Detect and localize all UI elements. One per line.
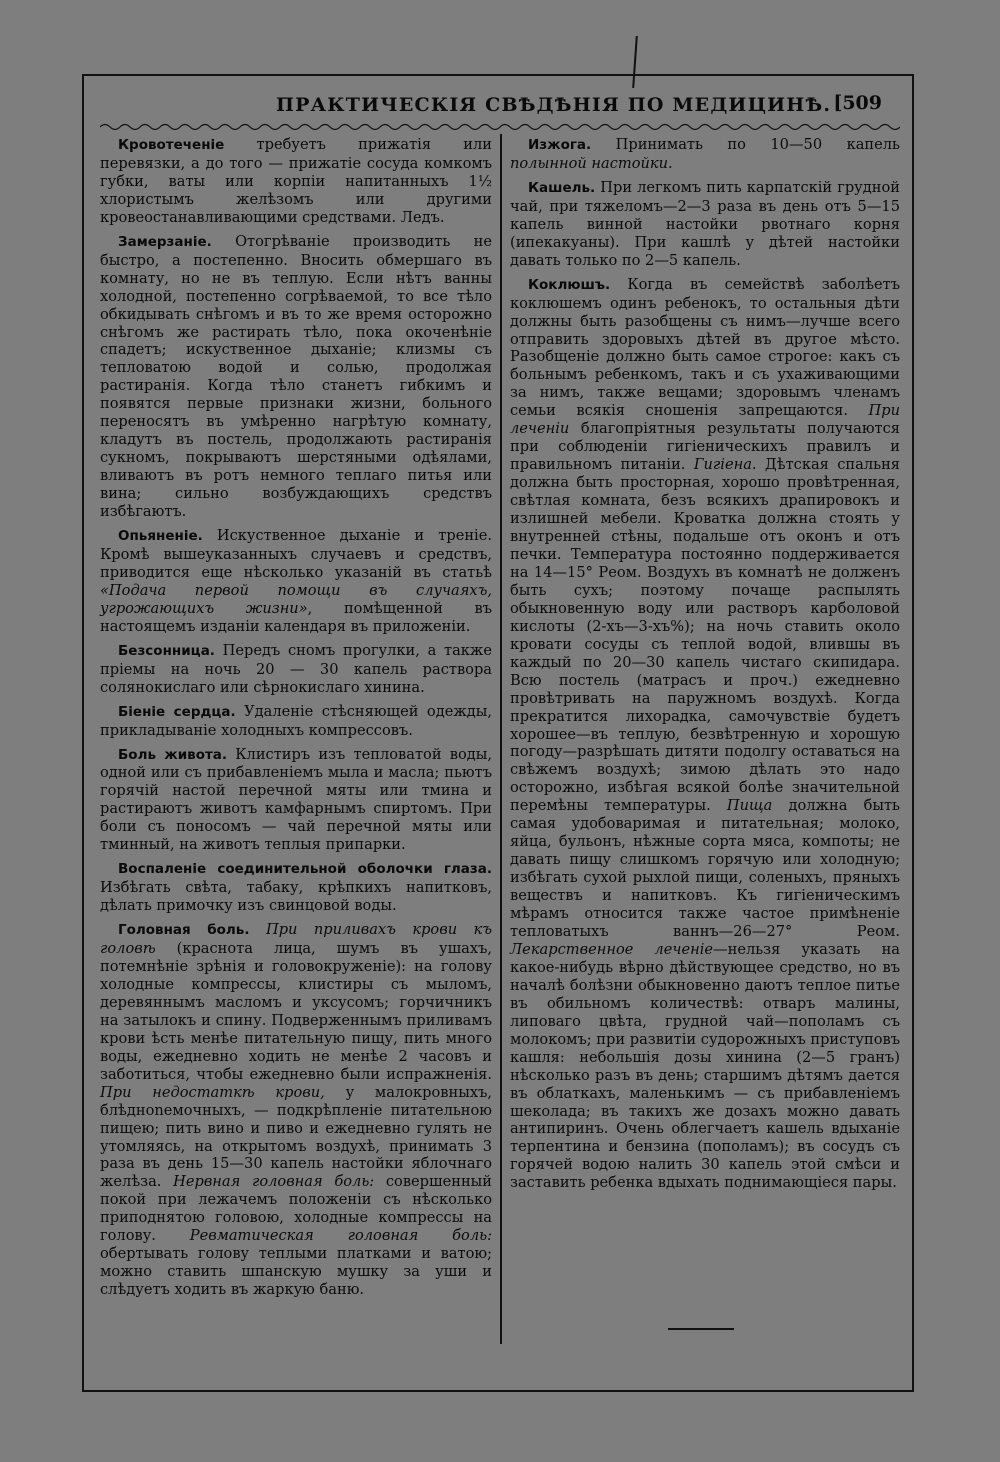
article-heading: Опьяненіе. [118,528,203,545]
decorative-wave-rule [100,122,900,132]
article-text: Когда въ семействѣ заболѣетъ коклюшемъ одинъ ребенокъ, то остальныя дѣти должны быть разобщены съ нимъ—лучше всего отправить здоровыхъ дѣтей въ другое мѣсто. Разобщеніе должно быть самое строгое: какъ съ больнымъ ребенкомъ, такъ и съ ухаживающими за нимъ, также вещами; здоровымъ членамъ семьи всякія сношенія запрещаются. [510,275,900,420]
article-paragraph [100,860,492,915]
article-heading: Замерзаніе. [118,233,212,250]
article-heading: Біеніе сердца. [118,703,236,720]
article-text: Принимать по 10—50 капель [591,136,900,153]
running-title: ПРАКТИЧЕСКІЯ СВѢДѢНІЯ ПО МЕДИЦИНѢ. [276,94,832,116]
italic-phrase: Ревматическая головная боль: [189,1227,492,1245]
article-paragraph [510,179,900,270]
page-header [100,92,900,122]
column-divider [500,134,502,1344]
article-text: (краснота лица, шумъ въ ушахъ, потемнѣніе зрѣнія и головокруженіе): на голову холодные компрессы, клистиры съ мыломъ, деревяннымъ масломъ и уксусомъ; горчичникъ на затылокъ и спину. Подверженнымъ приливамъ крови ѣсть менѣе питательную пищу, пить много воды, ежедневно ходить не менѣе 2 часовъ и заботиться, чтобы ежедневно были испражненія. [100,940,492,1083]
italic-phrase: полынной настойки. [510,154,673,172]
article-paragraph [100,746,492,855]
article-heading: Боль живота. [118,746,228,763]
left-column [100,136,492,1305]
article-heading: Головная боль. [118,922,250,939]
article-text: должна быть самая удобоваримая и питательная; молоко, яйца, бульонъ, нѣжные сорта мяса, компоты; не давать пищу слишкомъ горячую или холодную; избѣгать сухой рыхлой пищи, соленыхъ, пряныхъ веществъ и напитковъ. Къ гигіеническимъ мѣрамъ относится также частое примѣненіе тепловатыхъ ваннъ—26—27° Реом. [510,797,900,940]
article-text: у малокровныхъ, блѣдноnемочныхъ, — подкрѣпленіе питательною пищею; пить вино и пиво и ежедневно гулять не утомляясь, на открытомъ воздухѣ, принимать 3 раза въ день 15—30 капель настойки яблочнаго желѣза. [100,1083,492,1191]
page-number: [509 [833,92,882,114]
article-paragraph [100,642,492,697]
article-heading: Коклюшъ. [528,276,611,293]
article-heading: Воспаленіе соединительной оболочки глаза. [118,861,492,878]
article-heading: Кашель. [528,179,596,196]
article-paragraph [100,527,492,636]
article-text: Клистиръ изъ тепловатой воды, одной или съ прибавленіемъ мыла и масла; пьютъ горячій настой перечной мяты или тмина и растираютъ животъ камфарнымъ спиртомъ. При боли съ поносомъ — чай перечной мяты или тминный, на животъ теплыя припарки. [100,745,492,854]
article-heading: Изжога. [528,137,592,153]
italic-phrase: Нервная головная боль: [173,1173,375,1191]
italic-phrase: При недостаткѣ крови, [100,1083,325,1101]
italic-phrase: При леченіи [510,402,900,438]
article-text: совершенный покой при лежачемъ положеніи съ нѣсколько приподнятою головою, холодные компрессы на голову. [100,1173,493,1245]
article-paragraph [100,703,492,740]
italic-phrase: Пища [726,797,773,815]
article-text: Избѣгать свѣта, табаку, крѣпкихъ напитковъ, дѣлать примочку изъ свинцовой воды. [100,879,492,915]
article-text: обертывать голову теплыми платками и ватою; можно ставить шпанскую мушку за уши и слѣдуетъ ходить въ жаркую баню. [100,1245,492,1299]
right-column [510,136,900,1198]
italic-phrase: При приливахъ крови къ головѣ [100,921,493,958]
article-heading: Безсонница. [118,642,215,659]
article-text: , помѣщенной въ настоящемъ изданіи календаря въ приложеніи. [100,599,492,635]
article-text: Дѣтская спальня должна быть просторная, хорошо провѣтренная, свѣтлая комната, безъ всякихъ драпировокъ и излишней мебели. Кроватка должна стоять у внутренней стѣны, подальше отъ оконъ и отъ печки. Температура постоянно поддерживается на 14—15° Реом. Воздухъ въ комнатѣ не долженъ быть сухъ; поэтому почаще распылять обыкновенную воду или растворъ карболовой кислоты (2-хъ—3-хъ%); на ночь ставить около кровати сосуды съ теплой водой, влившы въ каждый по 20—30 капель чистаго скипидара. Всю постель (матрасъ и проч.) ежедневно провѣтривать на паружномъ воздухѣ. Когда прекратится лихорадка, самочувствіе будетъ хорошее—въ теплую, безвѣтренную и хорошую погоду—разрѣшать дитяти подолгу оставаться на свѣжемъ воздухѣ; зимою дѣлать это надо осторожно, избѣгая всякой болѣе значительной перемѣны температуры. [510,456,901,815]
article-text: требуетъ прижатія или перевязки, а до того — прижатіе сосуда комкомъ губки, ваты или корпіи напитанныхъ 1½ хлористымъ желѣзомъ или другими кровеостанавливающими средствами. Ледъ. [100,136,492,226]
italic-phrase: «Подача первой помощи въ случаяхъ, угрожающихъ жизни» [100,581,492,617]
article-text: Удаленіе стѣсняющей одежды, прикладываніе холодныхъ компрессовъ. [100,702,492,739]
italic-phrase: Гигіена. [693,456,757,474]
article-paragraph [510,136,900,173]
article-text: благопріятныя результаты получаются при соблюденіи гигіеническихъ правилъ и правильномъ питаніи. [510,420,900,474]
end-rule [668,1328,734,1330]
article-heading: Кровотеченіе [118,137,225,153]
article-paragraph [100,136,492,227]
article-paragraph [100,921,492,1299]
article-text: —нельзя указать на какое-нибудь вѣрно дѣйствующее средство, но въ началѣ болѣзни обыкновенно даютъ теплое питье въ обильномъ количествѣ: отваръ малины, липоваго цвѣта, грудной чай—пополамъ съ молокомъ; при развитіи судорожныхъ приступовъ кашля: небольшія дозы хинина (2—5 гранъ) нѣсколько разъ въ день; старшимъ дѣтямъ дается въ облаткахъ, маленькимъ — съ прибавленіемъ шеколада; въ такихъ же дозахъ можно давать антипиринъ. Очень облегчаетъ кашель вдыханіе терпентина и бензина (пополамъ); въ сосудъ съ горячей водою налить 30 капель этой смѣси и заставить ребенка вдыхать поднимающіеся пары. [510,940,901,1192]
article-paragraph [510,276,900,1193]
article-text: Искуственное дыханіе и треніе. Кромѣ вышеуказанныхъ случаевъ и средствъ, приводится еще нѣсколько указаній въ статьѣ [100,527,492,581]
italic-phrase: Лекарственное леченіе [510,940,713,958]
article-text: При легкомъ пить карпатскій грудной чай, при тяжеломъ—2—3 раза въ день отъ 5—15 капель винной настойки рвотнаго корня (ипекакуаны). При кашлѣ у дѣтей настойки давать только по 2—5 капель. [510,178,900,269]
article-paragraph [100,233,492,521]
article-text [249,921,265,938]
article-text: Передъ сномъ прогулки, а также пріемы на ночь 20 — 30 капель раствора солянокислаго или сѣрнокислаго хинина. [100,641,492,696]
article-text: Отогрѣваніе производить не быстро, а постепенно. Вносить обмершаго въ комнату, но не въ теплую. Если нѣтъ ванны холодной, постепенно согрѣваемой, то все тѣло обкидывать снѣгомъ и въ то же время осторожно снѣгомъ же растирать тѣло, пока окоченѣніе спадетъ; искуственное дыханіе; клизмы съ тепловатою водой и солью, продолжая растиранія. Когда тѣло станетъ гибкимъ и появятся первые признаки жизни, больного переносятъ въ умѣренно нагрѣтую комнату, кладутъ въ постель, продолжають растиранія сукномъ, покрываютъ шерстяными одѣялами, вливаютъ въ ротъ немного теплаго питья или вина; сильно возбуждающихъ средствъ избѣгаютъ. [100,232,492,521]
